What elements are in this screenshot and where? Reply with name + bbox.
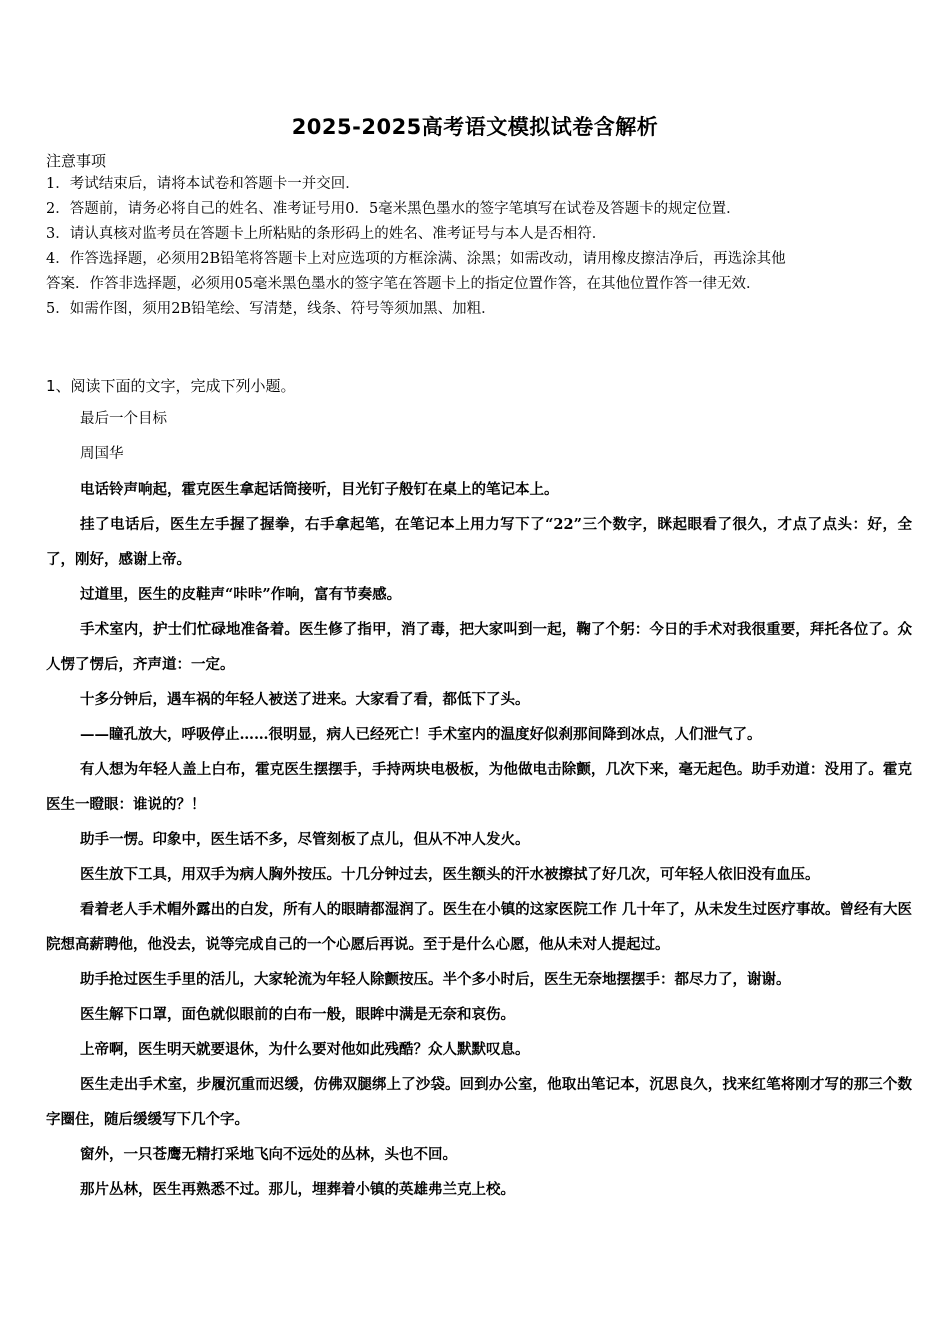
story-paragraph: 上帝啊，医生明天就要退休，为什么要对他如此残酷？众人默默叹息。	[80, 1041, 530, 1058]
story-paragraph: 医生放下工具，用双手为病人胸外按压。十几分钟过去，医生额头的汗水被擦拭了好几次，可年轻人依旧没有血压。	[80, 866, 820, 883]
story-paragraph: 手术室内，护士们忙碌地准备着。医生修了指甲，消了毒，把大家叫到一起，鞠了个躬：今日的手术对我很重要，拜托各位了。众人愣了愣后，齐声道：一定。	[46, 621, 912, 673]
story-paragraph: 助手抢过医生手里的活儿，大家轮流为年轻人除颤按压。半个多小时后，医生无奈地摆摆手：都尽力了，谢谢。	[80, 971, 791, 988]
page-title: 2025-2025高考语文模拟试卷含解析	[291, 115, 659, 139]
story-paragraph: ——瞳孔放大，呼吸停止……很明显，病人已经死亡！手术室内的温度好似刹那间降到冰点，人们泄气了。	[80, 726, 762, 743]
story-paragraph: 过道里，医生的皮鞋声“咔咔”作响，富有节奏感。	[80, 586, 402, 603]
question-prompt: 1、阅读下面的文字，完成下列小题。	[46, 377, 296, 395]
story-paragraph: 电话铃声响起，霍克医生拿起话筒接听，目光钉子般钉在桌上的笔记本上。	[80, 481, 559, 498]
notice-item: 5．如需作图，须用2B铅笔绘、写清楚，线条、符号等须加黑、加粗．	[46, 301, 496, 317]
notice-item: 2．答题前，请务必将自己的姓名、准考证号用0．5毫米黑色墨水的签字笔填写在试卷及答题卡的规定位置．	[46, 201, 741, 217]
story-paragraph: 医生解下口罩，面色就似眼前的白布一般，眼眸中满是无奈和哀伤。	[80, 1006, 515, 1023]
story-title: 最后一个目标	[80, 411, 167, 427]
notice-item: 答案．作答非选择题，必须用05毫米黑色墨水的签字笔在答题卡上的指定位置作答，在其他位置作答一律无效．	[46, 276, 761, 292]
notice-item: 4．作答选择题，必须用2B铅笔将答题卡上对应选项的方框涂满、涂黑；如需改动，请用橡皮擦洁净后，再选涂其他	[46, 251, 786, 267]
story-paragraph: 十多分钟后，遇车祸的年轻人被送了进来。大家看了看，都低下了头。	[80, 691, 530, 708]
notice-heading: 注意事项	[46, 152, 107, 170]
story-paragraph: 医生走出手术室，步履沉重而迟缓，仿佛双腿绑上了沙袋。回到办公室，他取出笔记本，沉思良久，找来红笔将刚才写的那三个数字圈住，随后缓缓写下几个字。	[46, 1076, 912, 1128]
notice-item: 1．考试结束后，请将本试卷和答题卡一并交回．	[46, 176, 360, 192]
reading-passage	[46, 402, 912, 1207]
story-paragraph: 窗外，一只苍鹰无精打采地飞向不远处的丛林，头也不回。	[80, 1146, 457, 1163]
story-paragraph: 有人想为年轻人盖上白布，霍克医生摆摆手，手持两块电极板，为他做电击除颤，几次下来，毫无起色。助手劝道：没用了。霍克医生一瞪眼：谁说的？！	[46, 761, 912, 813]
story-paragraph: 挂了电话后，医生左手握了握拳，右手拿起笔，在笔记本上用力写下了“22”三个数字，眯起眼看了很久，才点了点头：好，全了，刚好，感谢上帝。	[46, 516, 912, 568]
story-paragraph: 那片丛林，医生再熟悉不过。那儿，埋葬着小镇的英雄弗兰克上校。	[80, 1181, 515, 1198]
story-author: 周国华	[80, 446, 124, 462]
story-paragraph: 看着老人手术帽外露出的白发，所有人的眼睛都湿润了。医生在小镇的这家医院工作 几十年了，从未发生过医疗事故。曾经有大医院想高薪聘他，他没去，说等完成自己的一个心愿后再说。至于是什么心愿，他从未对人提起过。	[46, 901, 912, 953]
notice-section	[46, 150, 916, 322]
notice-item: 3．请认真核对监考员在答题卡上所粘贴的条形码上的姓名、准考证号与本人是否相符．	[46, 226, 607, 242]
story-paragraph: 助手一愣。印象中，医生话不多，尽管刻板了点儿，但从不冲人发火。	[80, 831, 530, 848]
